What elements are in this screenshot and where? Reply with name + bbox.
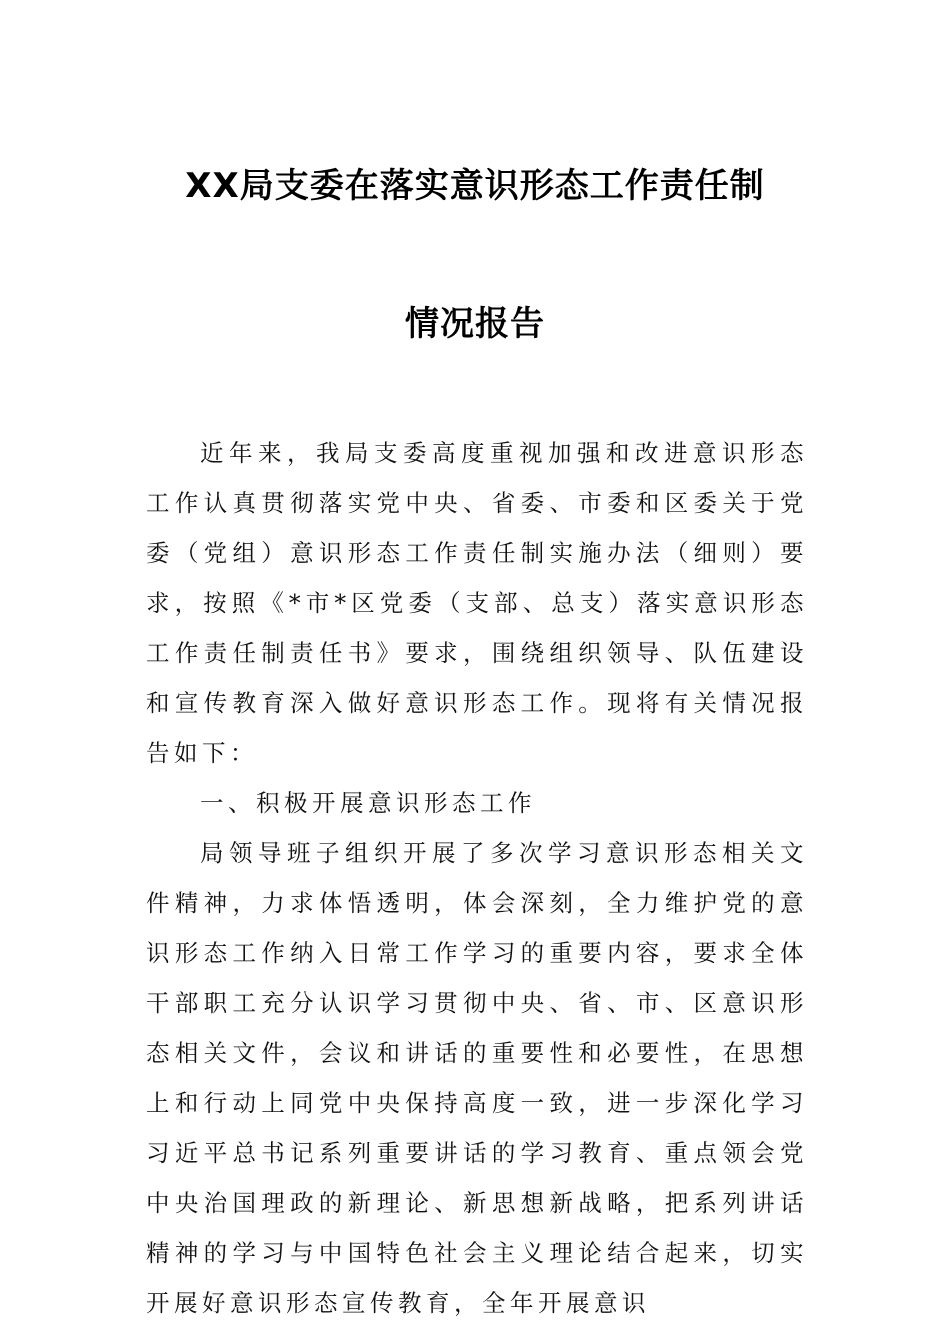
document-body [146, 428, 808, 1328]
document-title-line-2: 情况报告 [405, 304, 545, 344]
document-title-line-1: XX局支委在落实意识形态工作责任制 [185, 166, 765, 206]
intro-paragraph: 近年来，我局支委高度重视加强和改进意识形态工作认真贯彻落实党中央、省委、市委和区委关于党委（党组）意识形态工作责任制实施办法（细则）要求，按照《*市*区党委（支部、总支）落实意识形态工作责任制责任书》要求，围绕组织领导、队伍建设和宣传教育深入做好意识形态工作。现将有关情况报告如下： [146, 439, 808, 767]
section-1-paragraph: 局领导班子组织开展了多次学习意识形态相关文件精神，力求体悟透明，体会深刻，全力维护党的意识形态工作纳入日常工作学习的重要内容，要求全体干部职工充分认识学习贯彻中央、省、市、区意识形态相关文件，会议和讲话的重要性和必要性，在思想上和行动上同党中央保持高度一致，进一步深化学习习近平总书记系列重要讲话的学习教育、重点领会党中央治国理政的新理论、新思想新战略，把系列讲话精神的学习与中国特色社会主义理论结合起来，切实开展好意识形态宣传教育，全年开展意识 [146, 839, 808, 1317]
section-heading-1: 一、积极开展意识形态工作 [200, 789, 536, 817]
